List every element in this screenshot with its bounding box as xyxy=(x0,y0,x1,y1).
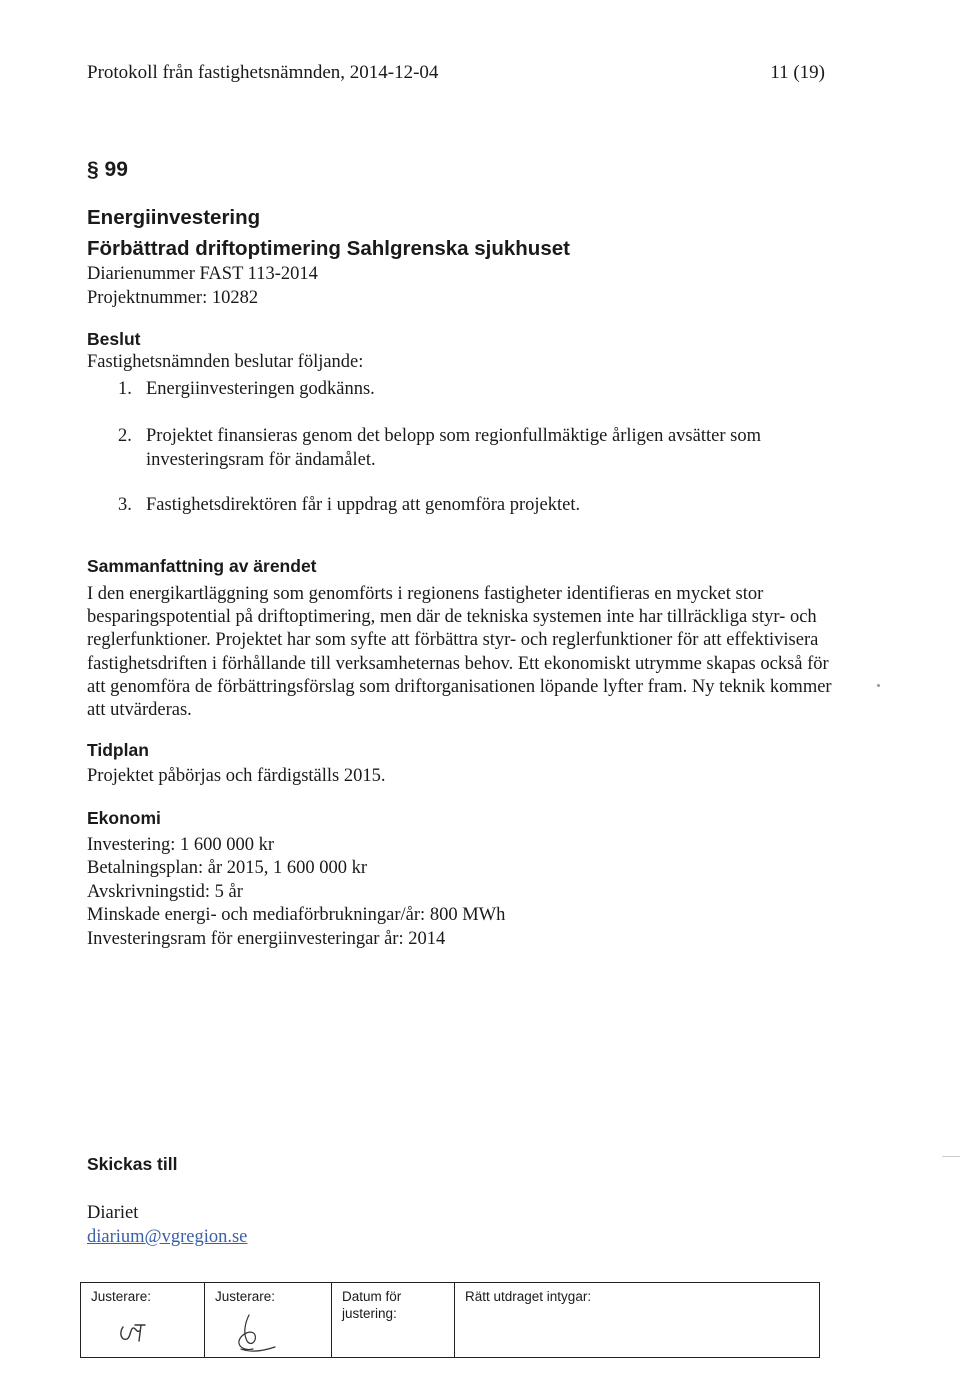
title-sub: Förbättrad driftoptimering Sahlgrenska sjukhuset xyxy=(87,237,570,260)
sammanfattning-text: I den energikartläggning som genomförts i regionens fastigheter identifieras en mycket stor besparingspotential på driftoptimering, men där de tekniska systemen inte har tillräckliga styr- och reglerfunktioner. Projektet har som syfte att förbättra styr- och reglerfunktioner för att effektivisera fastighetsdriften i förhållande till verksamheternas behov. Ett ekonomiskt utrymme skapas också för att genomföra de förbättringsförslag som driftorganisationen löpande lyfter fram. Ny teknik kommer att utvärderas. xyxy=(87,584,832,721)
signature-initials-1 xyxy=(117,1319,151,1347)
sammanfattning-heading: Sammanfattning av ärendet xyxy=(87,556,317,576)
page-number: 11 (19) xyxy=(770,62,825,83)
header-title: Protokoll från fastighetsnämnden, 2014-12-04 xyxy=(87,62,439,83)
skickas-till-heading: Skickas till xyxy=(87,1154,178,1174)
ekonomi-investeringsram: Investeringsram för energiinvesteringar år: 2014 xyxy=(87,928,446,949)
justerare-2-cell xyxy=(205,1283,332,1357)
ekonomi-avskrivningstid: Avskrivningstid: 5 år xyxy=(87,881,243,902)
ratt-utdraget-cell xyxy=(455,1283,819,1357)
beslut-intro: Fastighetsnämnden beslutar följande: xyxy=(87,352,364,372)
justerare-1-label: Justerare: xyxy=(91,1289,152,1304)
list-item-text: Fastighetsdirektören får i uppdrag att genomföra projektet. xyxy=(146,495,581,515)
list-item-number: 2. xyxy=(118,426,132,446)
beslut-heading: Beslut xyxy=(87,329,141,349)
scan-mark xyxy=(942,1156,960,1157)
paragraph-number: § 99 xyxy=(87,158,128,181)
justerare-2-label: Justerare: xyxy=(215,1289,276,1304)
datum-label: Datum för justering: xyxy=(342,1289,402,1321)
ekonomi-betalningsplan: Betalningsplan: år 2015, 1 600 000 kr xyxy=(87,858,368,879)
signature-initials-2 xyxy=(227,1311,283,1355)
list-item-number: 1. xyxy=(118,379,132,399)
list-item-text: Projektet finansieras genom det belopp som regionfullmäktige årligen avsätter som investeringsram för ändamålet. xyxy=(146,426,761,470)
ekonomi-lines xyxy=(87,834,505,951)
title-main: Energiinvestering xyxy=(87,206,261,229)
projektnummer: Projektnummer: 10282 xyxy=(87,288,259,308)
ekonomi-minskade-forbrukningar: Minskade energi- och mediaförbrukningar/år: 800 MWh xyxy=(87,905,506,926)
list-item-text: Energiinvesteringen godkänns. xyxy=(146,379,375,399)
justerare-1-cell xyxy=(81,1283,205,1357)
diarienummer: Diarienummer FAST 113-2014 xyxy=(87,264,318,284)
ekonomi-investering: Investering: 1 600 000 kr xyxy=(87,835,275,855)
ratt-utdraget-label: Rätt utdraget intygar: xyxy=(465,1289,592,1304)
datum-cell xyxy=(332,1283,455,1357)
signature-table xyxy=(80,1282,820,1358)
scan-speck xyxy=(877,684,880,687)
ekonomi-heading: Ekonomi xyxy=(87,808,161,828)
email-link[interactable]: diarium@vgregion.se xyxy=(87,1227,248,1247)
tidplan-heading: Tidplan xyxy=(87,740,149,760)
tidplan-text: Projektet påbörjas och färdigställs 2015. xyxy=(87,766,386,786)
recipient-diariet: Diariet xyxy=(87,1203,139,1223)
list-item-number: 3. xyxy=(118,495,132,515)
